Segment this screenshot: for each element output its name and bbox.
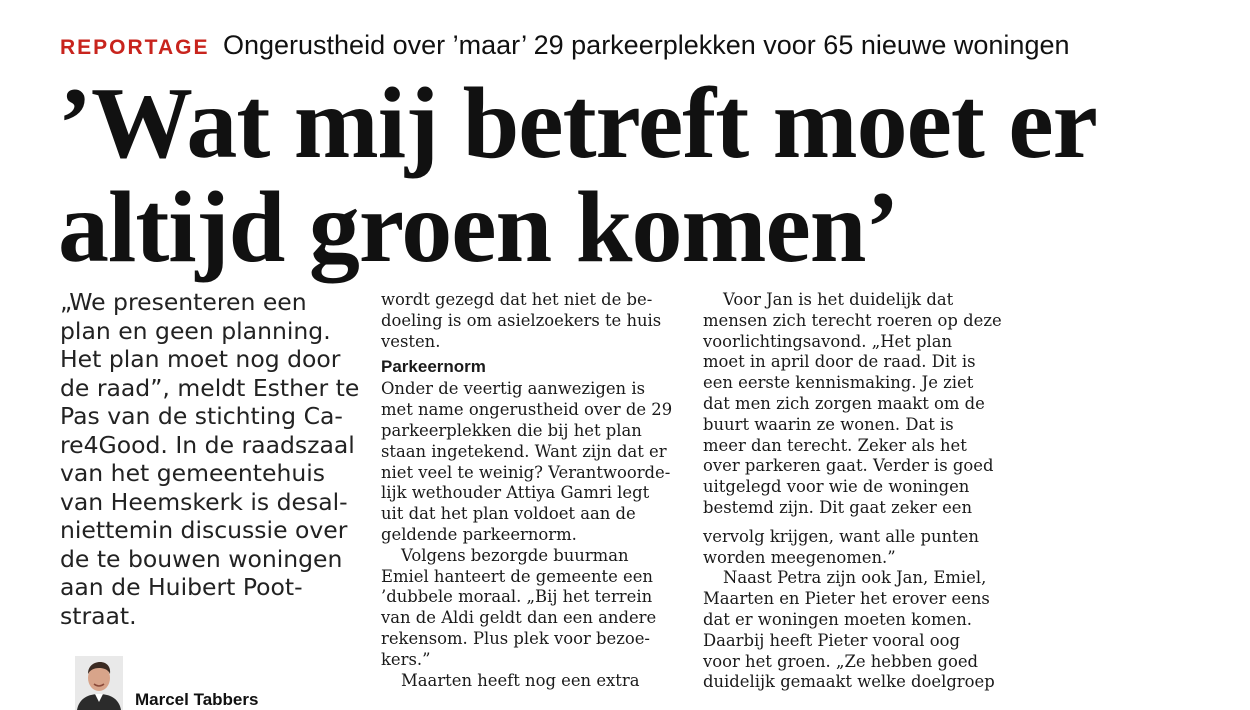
- text-line: worden meegenomen.”: [703, 547, 896, 567]
- intro-paragraph: [60, 288, 370, 630]
- byline: [75, 656, 375, 710]
- headline-line-2: altijd groen komen’: [58, 171, 899, 284]
- text-line: meer dan terecht. Zeker als het: [703, 435, 967, 455]
- text-line: Daarbij heeft Pieter vooral oog: [703, 630, 960, 650]
- text-line: doeling is om asielzoekers te huis: [381, 310, 662, 330]
- author-photo-icon: [75, 656, 123, 710]
- text-line: Emiel hanteert de gemeente een: [381, 566, 653, 586]
- text-line: uit dat het plan voldoet aan de: [381, 504, 636, 524]
- intro-line: de raad”, meldt Esther te: [60, 373, 360, 402]
- intro-line: „We presenteren een: [60, 288, 307, 316]
- text-line: Voor Jan is het duidelijk dat: [723, 290, 954, 309]
- text-line: een eerste kennismaking. Je ziet: [703, 373, 974, 393]
- text-line: vervolg krijgen, want alle punten: [703, 526, 979, 546]
- article-column-2: [381, 290, 681, 691]
- text-line: Maarten en Pieter het erover eens: [703, 589, 990, 609]
- subheading-parkeernorm: Parkeernorm: [381, 357, 486, 377]
- intro-line: straat.: [60, 601, 137, 630]
- text-line: voorlichtingsavond. „Het plan: [703, 331, 953, 351]
- column-gap: [703, 519, 1023, 527]
- text-line: Maarten heeft nog een extra: [401, 670, 640, 690]
- text-line: buurt waarin ze wonen. Dat is: [703, 414, 954, 434]
- text-line: kers.”: [381, 649, 431, 669]
- text-line: ’dubbele moraal. „Bij het terrein: [381, 587, 653, 607]
- text-line: dat men zich zorgen maakt om de: [703, 393, 985, 413]
- intro-line: van Heemskerk is desal-: [60, 487, 348, 516]
- text-line: uitgelegd voor wie de woningen: [703, 477, 970, 497]
- text-line: over parkeren gaat. Verder is goed: [703, 456, 994, 476]
- text-line: Onder de veertig aanwezigen is: [381, 379, 645, 399]
- text-line: duidelijk gemaakt welke doelgroep: [703, 672, 995, 692]
- section-label: REPORTAGE: [60, 36, 210, 59]
- author-name: Marcel Tabbers: [135, 690, 259, 709]
- text-line: vesten.: [381, 331, 441, 351]
- intro-line: Het plan moet nog door: [60, 345, 341, 373]
- article-column-3: [703, 290, 1023, 693]
- text-line: met name ongerustheid over de 29: [381, 400, 673, 420]
- text-line: moet in april door de raad. Dit is: [703, 352, 976, 372]
- text-line: Naast Petra zijn ook Jan, Emiel,: [723, 568, 987, 588]
- text-line: dat er woningen moeten komen.: [703, 609, 972, 629]
- text-line: geldende parkeernorm.: [381, 524, 577, 544]
- intro-line: aan de Huibert Poot-: [60, 573, 303, 601]
- intro-line: Pas van de stichting Ca-: [60, 402, 343, 430]
- intro-line: de te bouwen woningen: [60, 544, 343, 573]
- intro-line: re4Good. In de raadszaal: [60, 430, 355, 459]
- text-line: niet veel te weinig? Verantwoorde-: [381, 462, 671, 482]
- intro-line: plan en geen planning.: [60, 316, 331, 345]
- headline: [58, 67, 1097, 284]
- text-line: lijk wethouder Attiya Gamri legt: [381, 483, 650, 503]
- text-line: mensen zich terecht roeren op deze: [703, 310, 1002, 330]
- subtitle: Ongerustheid over ’maar’ 29 parkeerplekken voor 65 nieuwe woningen: [222, 30, 1070, 60]
- text-line: rekensom. Plus plek voor bezoe-: [381, 628, 650, 648]
- intro-line: van het gemeentehuis: [60, 459, 326, 487]
- text-line: Volgens bezorgde buurman: [401, 545, 629, 565]
- text-line: bestemd zijn. Dit gaat zeker een: [703, 497, 973, 517]
- kicker: [60, 25, 1070, 68]
- intro-line: niettemin discussie over: [60, 516, 348, 544]
- text-line: staan ingetekend. Want zijn dat er: [381, 441, 667, 461]
- text-line: van de Aldi geldt dan een andere: [381, 608, 657, 628]
- text-line: voor het groen. „Ze hebben goed: [703, 651, 979, 671]
- text-line: parkeerplekken die bij het plan: [381, 420, 642, 440]
- headline-line-1: ’Wat mij betreft moet er: [58, 67, 1097, 180]
- text-line: wordt gezegd dat het niet de be-: [381, 290, 653, 309]
